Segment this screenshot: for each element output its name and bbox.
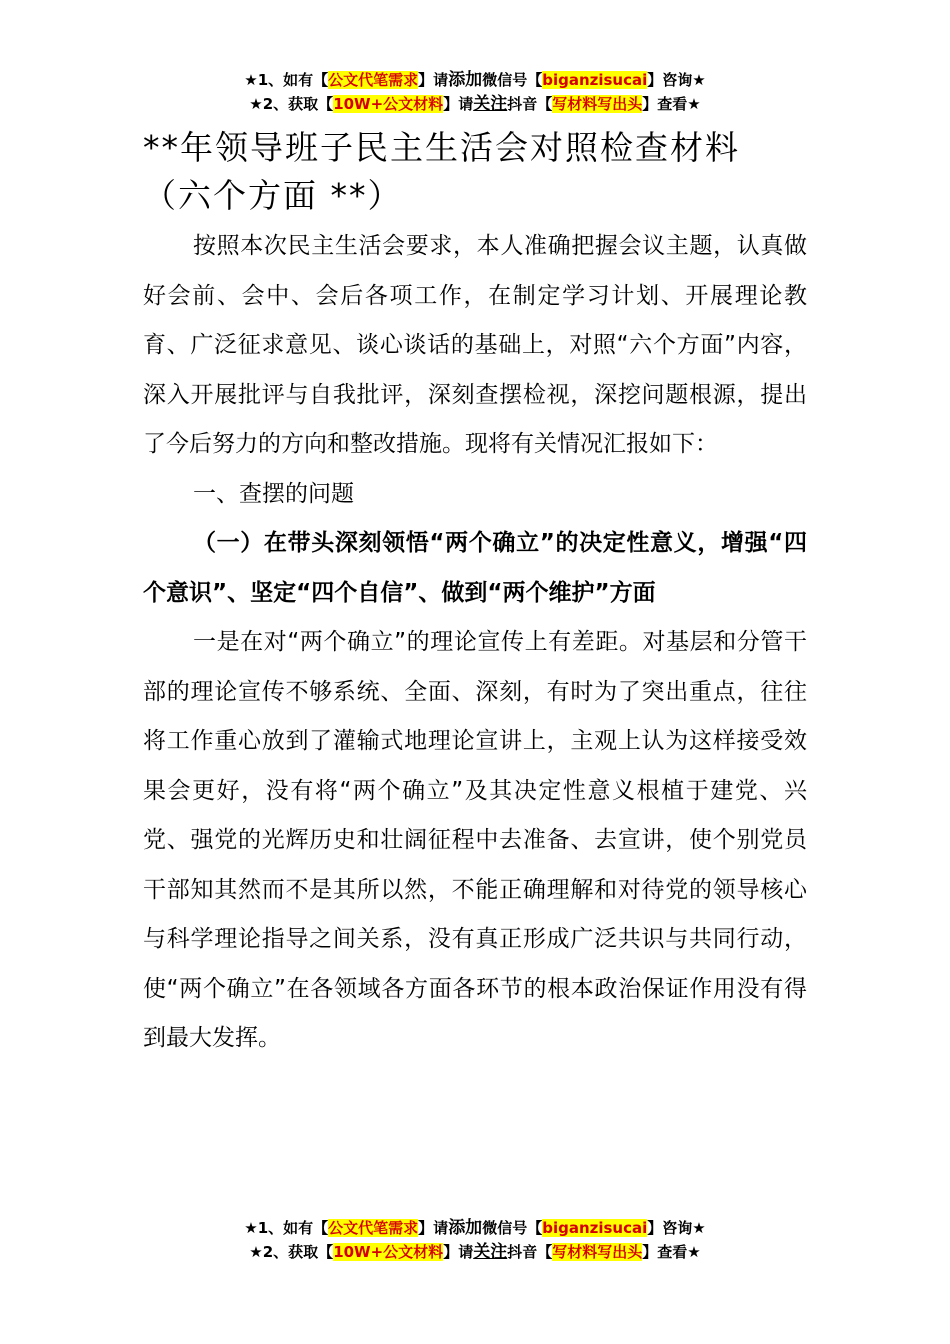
promo-emphasis: 关注 — [473, 1242, 508, 1262]
promo-text: ★1、如有【 — [244, 1219, 329, 1237]
promo-highlight: 10W+公文材料 — [333, 1243, 444, 1261]
promo-text: ★2、获取【 — [249, 95, 334, 113]
promo-text: 】查看★ — [642, 1243, 701, 1261]
promo-text: 】咨询★ — [647, 1219, 706, 1237]
document-title: **年领导班子民主生活会对照检查材料 — [143, 128, 740, 167]
promo-text: 】请 — [443, 1243, 474, 1261]
intro-paragraph: 按照本次民主生活会要求，本人准确把握会议主题，认真做好会前、会中、会后各项工作，在制定学习计划、开展理论教育、广泛征求意见、谈心谈话的基础上，对照“六个方面”内容，深入开展批评与自我批评，深刻查摆检视，深挖问题根源，提出了今后努力的方向和整改措施。现将有关情况汇报如下： — [143, 233, 807, 457]
promo-text: 】查看★ — [642, 95, 701, 113]
promo-text: 】咨询★ — [647, 71, 706, 89]
promo-text: 】请 — [443, 95, 474, 113]
point-paragraph: 一是在对“两个确立”的理论宣传上有差距。对基层和分管干部的理论宣传不够系统、全面、深刻，有时为了突出重点，往往将工作重心放到了灌输式地理论宣讲上，主观上认为这样接受效果会更好，没有将“两个确立”及其决定性意义根植于建党、兴党、强党的光辉历史和壮阔征程中去准备、去宣讲，使个别党员干部知其然而不是其所以然，不能正确理解和对待党的领导核心与科学理论指导之间关系，没有真正形成广泛共识与共同行动，使“两个确立”在各领域各方面各环节的根本政治保证作用没有得到最大发挥。 — [143, 629, 807, 1051]
promo-text: ★1、如有【 — [244, 71, 329, 89]
promo-text: 】请 — [418, 1219, 449, 1237]
promo-line-2 — [0, 94, 950, 114]
promo-emphasis: 添加 — [448, 1218, 483, 1238]
promo-douyin-id: 写材料写出头 — [552, 95, 643, 113]
promo-line-1-footer — [0, 1218, 950, 1238]
promo-wechat-id: biganzisucai — [542, 71, 648, 89]
promo-emphasis: 添加 — [448, 70, 483, 90]
document-body — [143, 222, 807, 1064]
document-subtitle: （六个方面 **） — [143, 176, 403, 215]
promo-text: 抖音【 — [507, 95, 553, 113]
section-heading: 一、查摆的问题 — [193, 480, 354, 507]
promo-text: 】请 — [418, 71, 449, 89]
promo-text: ★2、获取【 — [249, 1243, 334, 1261]
promo-text: 微信号【 — [482, 71, 543, 89]
promo-line-1 — [0, 70, 950, 90]
promo-highlight: 公文代笔需求 — [328, 1219, 419, 1237]
promo-text: 抖音【 — [507, 1243, 553, 1261]
promo-wechat-id: biganzisucai — [542, 1219, 648, 1237]
promo-text: 微信号【 — [482, 1219, 543, 1237]
subsection-heading: （一）在带头深刻领悟“两个确立”的决定性意义，增强“四个意识”、坚定“四个自信”、做到“两个维护”方面 — [143, 530, 807, 606]
promo-line-2-footer — [0, 1242, 950, 1262]
promo-douyin-id: 写材料写出头 — [552, 1243, 643, 1261]
promo-emphasis: 关注 — [473, 94, 508, 114]
promo-highlight: 10W+公文材料 — [333, 95, 444, 113]
promo-highlight: 公文代笔需求 — [328, 71, 419, 89]
